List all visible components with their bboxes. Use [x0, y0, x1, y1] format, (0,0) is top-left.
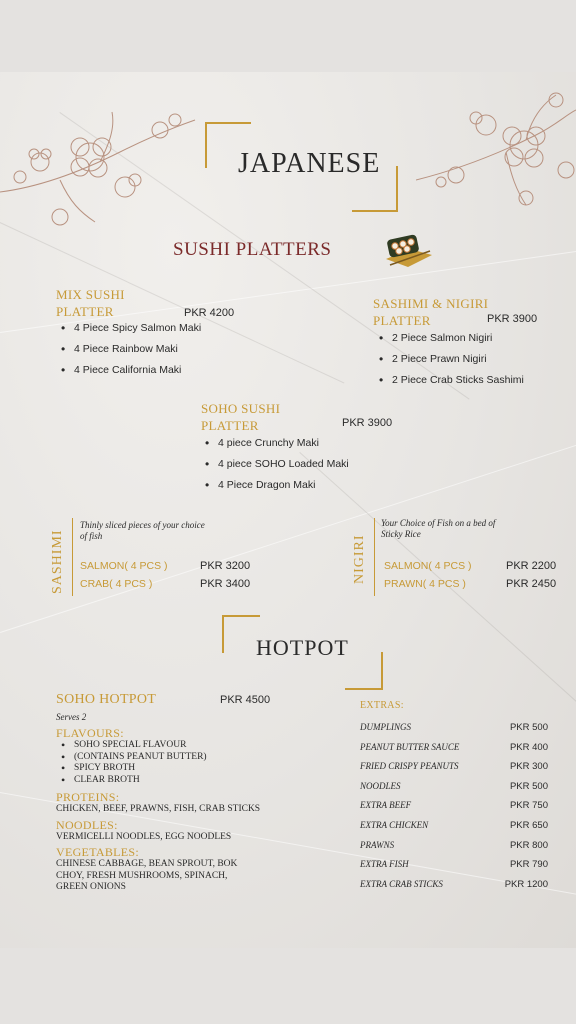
vegetables-text-line1: CHINESE CABBAGE, BEAN SPROUT, BOK: [56, 859, 238, 869]
flavours-list: [56, 740, 306, 786]
soho-platter-price: PKR 3900: [342, 417, 393, 429]
hotpot-bracket-top-left: [222, 615, 260, 653]
list-item: • CLEAR BROTH: [74, 775, 306, 787]
sashimi-vertical-label: SASHIMI: [50, 529, 65, 594]
soho-hotpot-details: [56, 727, 306, 894]
list-item: [360, 800, 548, 820]
extra-name: PEANUT BUTTER SAUCE: [360, 741, 460, 752]
extra-name: EXTRA CRAB STICKS: [360, 878, 443, 889]
extra-price: PKR 750: [509, 800, 548, 812]
mix-platter-price: PKR 4200: [184, 307, 235, 319]
sashimi-nigiri-platter-items: [376, 328, 524, 391]
extra-name: EXTRA CHICKEN: [360, 819, 429, 830]
nigiri-description-line1: Your Choice of Fish on a bed of: [381, 518, 496, 528]
nigiri-row-price: PKR 2200: [506, 560, 557, 572]
extra-name: DUMPLINGS: [360, 722, 411, 732]
list-item: [360, 781, 548, 801]
list-item: [360, 879, 548, 899]
extra-name: PRAWNS: [360, 839, 395, 850]
sashimi-row-name: CRAB( 4 PCS ): [80, 578, 153, 590]
list-item: • 4 Piece Rainbow Maki: [74, 339, 201, 360]
sushi-icon: [380, 229, 436, 269]
noodles-text: VERMICELLI NOODLES, EGG NOODLES: [56, 831, 232, 842]
title-bracket-bottom-right: [352, 166, 398, 212]
mix-platter-title-line1: MIX SUSHI: [56, 287, 125, 302]
vegetables-label: VEGETABLES:: [56, 845, 139, 859]
nigiri-vertical-label: NIGIRI: [352, 534, 367, 584]
list-item: [360, 761, 548, 781]
extra-price: PKR 790: [509, 859, 548, 871]
noodles-label: NOODLES:: [56, 817, 118, 832]
list-item: • 4 Piece California Maki: [74, 360, 201, 381]
list-item: • 4 Piece Dragon Maki: [218, 475, 349, 496]
hotpot-bracket-bottom-right: [345, 652, 383, 690]
sashimi-description-line1: Thinly sliced pieces of your choice: [80, 520, 205, 530]
soho-platter-title-line2: PLATTER: [201, 418, 259, 433]
proteins-text: CHICKEN, BEEF, PRAWNS, FISH, CRAB STICKS: [56, 804, 261, 814]
list-item: • 2 Piece Crab Sticks Sashimi: [392, 370, 524, 391]
list-item: • 2 Piece Prawn Nigiri: [392, 349, 524, 370]
proteins-label: PROTEINS:: [56, 790, 120, 804]
extra-price: PKR 650: [509, 819, 548, 831]
list-item: • SOHO SPECIAL FLAVOUR: [74, 740, 306, 752]
extra-price: PKR 1200: [504, 878, 548, 890]
soho-hotpot-name: SOHO HOTPOT: [56, 692, 157, 707]
page-title: JAPANESE: [238, 148, 381, 179]
sashimi-nigiri-platter-price: PKR 3900: [487, 313, 538, 325]
sashimi-nigiri-platter-title-line2: PLATTER: [373, 313, 431, 328]
soho-platter-items: [202, 433, 349, 496]
mix-platter-items: [58, 318, 201, 381]
sashimi-divider: [72, 518, 73, 596]
hotpot-title: HOTPOT: [256, 635, 349, 660]
nigiri-description-line2: Sticky Rice: [381, 529, 421, 539]
menu-page: [0, 72, 576, 948]
list-item: • 4 piece Crunchy Maki: [218, 433, 349, 454]
soho-platter-title-line1: SOHO SUSHI: [201, 401, 281, 416]
nigiri-row-name: PRAWN( 4 PCS ): [384, 578, 466, 590]
nigiri-row-price: PKR 2450: [506, 578, 557, 590]
nigiri-description: [381, 518, 495, 540]
sashimi-nigiri-platter-title-line1: SASHIMI & NIGIRI: [373, 296, 489, 311]
list-item: • 4 Piece Spicy Salmon Maki: [74, 318, 201, 339]
list-item: [360, 840, 548, 860]
mix-platter-title-line2: PLATTER: [56, 304, 114, 319]
sashimi-description: [80, 520, 205, 542]
list-item-continuation: • (CONTAINS PEANUT BUTTER): [74, 752, 306, 764]
list-item: • 2 Piece Salmon Nigiri: [392, 328, 524, 349]
extra-price: PKR 300: [509, 761, 548, 773]
extras-list: [360, 722, 548, 898]
list-item: [360, 742, 548, 762]
section-sushi-platters: SUSHI PLATTERS: [173, 239, 332, 260]
soho-hotpot-price: PKR 4500: [220, 694, 271, 706]
sashimi-row-name: SALMON( 4 PCS ): [80, 560, 168, 572]
extra-price: PKR 800: [509, 839, 548, 851]
extra-price: PKR 500: [509, 722, 548, 733]
extra-price: PKR 500: [509, 780, 548, 792]
list-item: [360, 859, 548, 879]
sashimi-row-price: PKR 3400: [200, 578, 251, 590]
list-item: [360, 820, 548, 840]
cherry-blossom-right-icon: [416, 80, 576, 220]
extra-name: EXTRA FISH: [360, 859, 409, 870]
soho-hotpot-serves: Serves 2: [56, 712, 87, 722]
extra-name: NOODLES: [360, 780, 401, 791]
flavours-label: FLAVOURS:: [56, 726, 124, 740]
list-item: [360, 722, 548, 742]
vegetables-text-line3: GREEN ONIONS: [56, 882, 126, 892]
list-item: • 4 piece SOHO Loaded Maki: [218, 454, 349, 475]
extra-price: PKR 400: [509, 741, 548, 753]
soho-platter-title: [201, 400, 280, 434]
vegetables-text-line2: CHOY, FRESH MUSHROOMS, SPINACH,: [56, 870, 228, 881]
extras-label: EXTRAS:: [360, 700, 404, 711]
sashimi-nigiri-platter-title: [373, 295, 488, 329]
cherry-blossom-left-icon: [0, 92, 200, 242]
list-item: • SPICY BROTH: [74, 763, 306, 775]
extra-name: FRIED CRISPY PEANUTS: [360, 761, 459, 772]
extra-name: EXTRA BEEF: [360, 800, 412, 811]
sashimi-description-line2: of fish: [80, 531, 103, 541]
mix-platter-title: [56, 286, 125, 320]
nigiri-divider: [374, 518, 375, 596]
sashimi-row-price: PKR 3200: [200, 560, 251, 572]
nigiri-row-name: SALMON( 4 PCS ): [384, 560, 472, 572]
